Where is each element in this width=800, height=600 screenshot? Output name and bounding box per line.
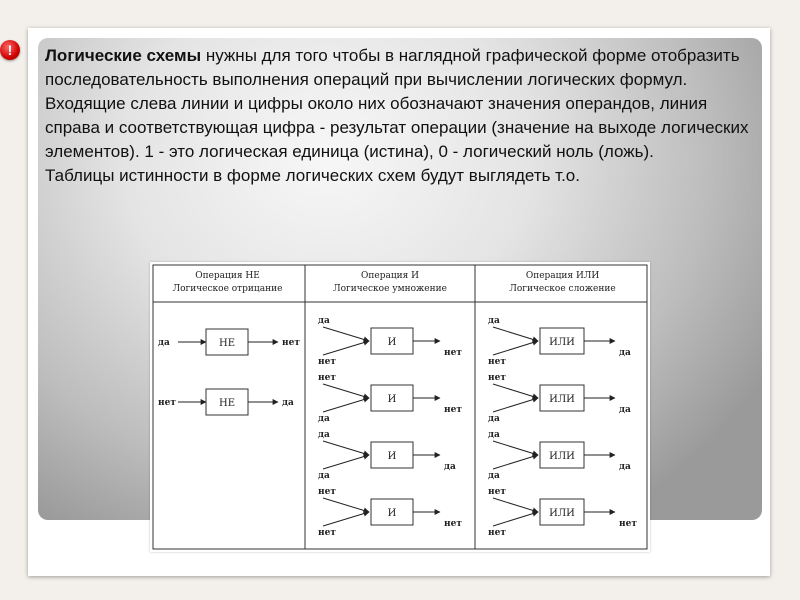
input-label-bottom: нет: [318, 357, 336, 367]
input-arrow-bottom: [323, 341, 369, 355]
input-arrow-top: [493, 441, 538, 455]
gate-label: И: [387, 394, 397, 405]
input-label: нет: [158, 398, 176, 408]
input-arrow-top: [493, 498, 538, 512]
paragraph-2: Входящие слева линии и цифры около них обозначают значения операндов, линия справа и соответствующая цифра - результат операции (значение на выходе логических элементов). 1 - это логическая единица (истина), 0 - логический ноль (ложь).: [45, 94, 749, 161]
input-arrow-top: [323, 441, 369, 455]
input-arrow-bottom: [493, 398, 538, 412]
logic-diagram: [150, 262, 650, 552]
gate-label: ИЛИ: [549, 451, 575, 462]
input-label-bottom: да: [488, 471, 500, 481]
column-title: Операция НЕ: [195, 271, 260, 281]
input-label-top: нет: [318, 373, 336, 383]
input-arrow-top: [323, 384, 369, 398]
input-label-bottom: да: [318, 414, 330, 424]
column-title: Операция И: [360, 271, 420, 281]
input-label: да: [158, 338, 170, 348]
input-label-bottom: да: [488, 414, 500, 424]
paragraph-1: [45, 44, 763, 92]
gate-label: ИЛИ: [549, 337, 575, 348]
output-label: нет: [444, 405, 462, 415]
input-arrow-bottom: [323, 455, 369, 469]
input-label-top: нет: [488, 373, 506, 383]
input-label-bottom: да: [318, 471, 330, 481]
slide-text: [45, 44, 763, 188]
gate-label: И: [387, 451, 397, 462]
gate-label: ИЛИ: [549, 508, 575, 519]
input-arrow-top: [323, 327, 369, 341]
output-label: да: [619, 405, 631, 415]
input-label-top: да: [488, 316, 500, 326]
paragraph-3: Таблицы истинности в форме логических схем будут выглядеть т.о.: [45, 166, 580, 185]
input-label-top: нет: [318, 487, 336, 497]
column-subtitle: Логическое умножение: [333, 284, 447, 294]
input-label-top: да: [318, 430, 330, 440]
input-arrow-bottom: [493, 341, 538, 355]
input-arrow-bottom: [323, 512, 369, 526]
input-label-top: да: [318, 316, 330, 326]
output-label: да: [444, 462, 456, 472]
input-arrow-top: [493, 327, 538, 341]
input-label-bottom: нет: [488, 528, 506, 538]
gate-label: ИЛИ: [549, 394, 575, 405]
input-label-bottom: нет: [318, 528, 336, 538]
column-subtitle: Логическое отрицание: [172, 284, 283, 294]
output-label: да: [282, 398, 294, 408]
output-label: да: [619, 462, 631, 472]
input-arrow-top: [323, 498, 369, 512]
bold-term: Логические схемы: [45, 46, 202, 65]
logic-diagram-figure: [150, 262, 650, 552]
input-label-bottom: нет: [488, 357, 506, 367]
column-subtitle: Логическое сложение: [509, 284, 616, 294]
input-arrow-bottom: [493, 455, 538, 469]
gate-label: НЕ: [218, 398, 236, 409]
output-label: нет: [444, 519, 462, 529]
gate-label: И: [387, 337, 397, 348]
input-arrow-bottom: [323, 398, 369, 412]
input-arrow-bottom: [493, 512, 538, 526]
output-label: да: [619, 348, 631, 358]
input-label-top: да: [488, 430, 500, 440]
exclamation-icon: !: [0, 40, 20, 60]
gate-label: НЕ: [218, 338, 236, 349]
input-label-top: нет: [488, 487, 506, 497]
gate-label: И: [387, 508, 397, 519]
input-arrow-top: [493, 384, 538, 398]
output-label: нет: [619, 519, 637, 529]
output-label: нет: [444, 348, 462, 358]
column-title: Операция ИЛИ: [525, 271, 600, 281]
paragraph-1-rest: нужны для того чтобы в наглядной графической форме отобразить последовательность выполнения операций при вычислении логических формул.: [45, 46, 740, 89]
output-label: нет: [282, 338, 300, 348]
